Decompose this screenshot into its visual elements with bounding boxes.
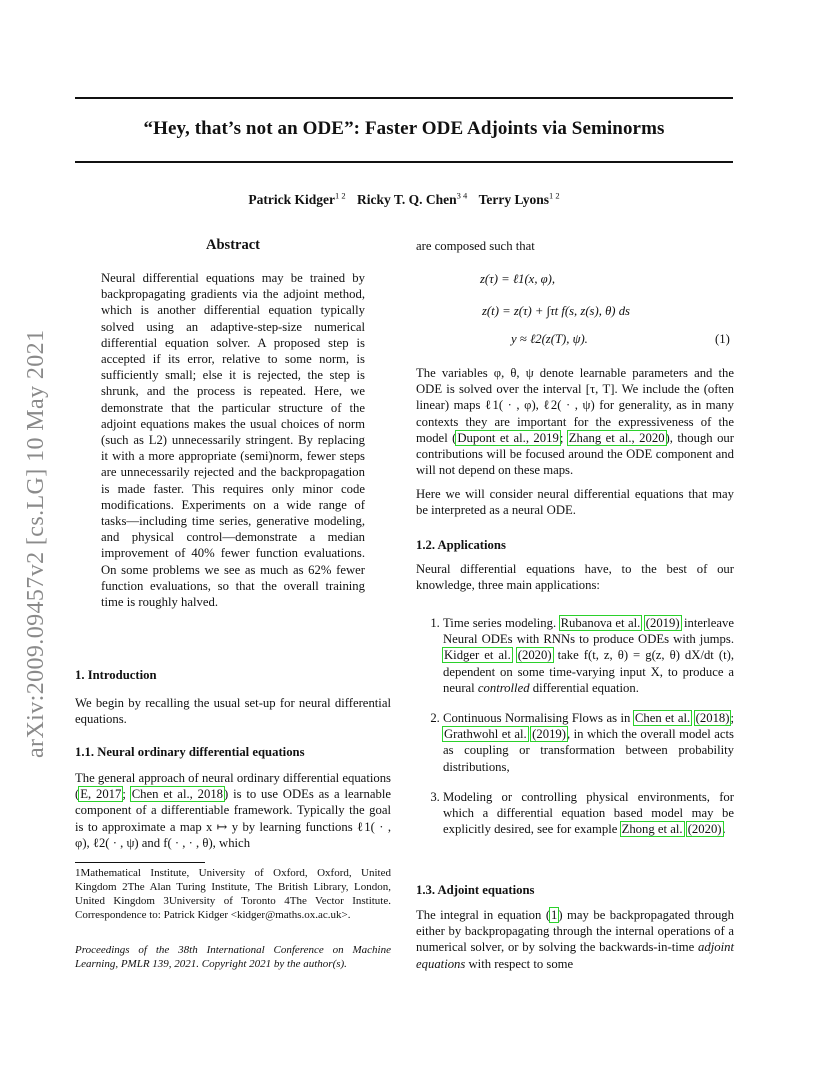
applications-intro: Neural differential equations have, to the best of our knowledge, three main applications: (416, 562, 734, 593)
citation-link[interactable]: Zhong et al. (621, 822, 683, 837)
citation-link[interactable]: Zhang et al., 2020 (568, 430, 665, 445)
variables-paragraph: The variables φ, θ, ψ denote learnable parameters and the ODE is solved over the interval [τ, T]. We include the (often linear) maps ℓ1( · , φ), ℓ2( · , ψ) for generality, as in many contexts they are important for the expressiveness of the model (Dupont et al., 2019; Zhang et al., 2020), though our contributions will be focused around the ODE component and will not depend on these maps. (416, 366, 734, 478)
paper-title: “Hey, that’s not an ODE”: Faster ODE Adjoints via Seminorms (143, 118, 665, 139)
author: Terry Lyons$^{1 2}$ (478, 190, 560, 207)
section-introduction: 1. Introduction (75, 668, 157, 682)
abstract-heading: Abstract (206, 237, 260, 253)
citation-link[interactable]: Dupont et al., 2019 (457, 430, 559, 445)
footnote-rule (75, 862, 205, 863)
right-intro-text: are composed such that (416, 239, 535, 253)
equation-reference-link[interactable]: 1 (551, 908, 558, 922)
neural-ode-interpretation: Here we will consider neural differential equations that may be interpreted as a neural ODE. (416, 487, 734, 518)
list-item: 3. Modeling or controlling physical environments, for which a differential equation based model may be explicitly desired, see for example Zhong et al. (2020). (443, 789, 734, 838)
citation-link[interactable]: (2018) (695, 711, 730, 726)
citation-link[interactable]: Kidger et al. (444, 648, 511, 663)
equation-line: z(τ) = ℓ1(x, φ), (480, 272, 556, 286)
affiliation-footnote: 1Mathematical Institute, University of Oxford, Oxford, United Kingdom 2The Alan Turing Institute, The British Library, London, United Kingdom 3University of Toronto 4The Vector Institute. Correspondence to: Patrick Kidger <kidger@maths.ox.ac.uk>. (75, 867, 391, 921)
citation-link[interactable]: Rubanova et al. (560, 616, 641, 630)
author: Ricky T. Q. Chen$^{3 4}$ (356, 190, 468, 207)
list-item: 1. Time series modeling. Rubanova et al. (2019) interleave Neural ODEs with RNNs to produce ODEs with jumps. Kidger et al. (2020) take f(t, z, θ) = g(z, θ) dX/dt (t), dependent on some time-varying input X, to produce a neural controlled differential equation. (443, 615, 734, 696)
proceedings-note: Proceedings of the 38th International Conference on Machine Learning, PMLR 139, 2021. Copyright 2021 by the author(s). (75, 944, 391, 970)
neural-ode-paragraph: The general approach of neural ordinary differential equations (E, 2017; Chen et al., 2018) is to use ODEs as a learnable component of a differentiable framework. Typically the goal is to approximate a map x ↦ y by learning functions ℓ1( · , φ), ℓ2( · , ψ) and f( · , · , θ), which (75, 771, 391, 850)
adjoint-paragraph: The integral in equation (1) may be backpropagated through either by backpropagating through the internal operations of a numerical solver, or by solving the backwards-in-time adjoint equations with respect to some (416, 908, 734, 971)
citation-link[interactable]: Chen et al. (634, 711, 691, 726)
author-list (75, 190, 733, 208)
equation-line: y ≈ ℓ2(z(T), ψ). (511, 332, 588, 346)
intro-text: We begin by recalling the usual set-up for neural differential equations. (75, 696, 391, 727)
applications-list (416, 615, 734, 851)
list-item: 2. Continuous Normalising Flows as in Chen et al. (2018); Grathwohl et al. (2019), in which the overall model acts as coupling or transformation between probability distributions, (443, 710, 734, 775)
author: Patrick Kidger$^{1 2}$ (248, 190, 346, 207)
subsection-1-3: 1.3. Adjoint equations (416, 883, 535, 897)
citation-link[interactable]: (2019) (532, 727, 566, 742)
equation-number: (1) (715, 332, 730, 346)
citation-link[interactable]: (2020) (687, 822, 722, 837)
title-bottom-rule (75, 161, 733, 163)
citation-link[interactable]: (2020) (517, 648, 552, 663)
citation-link[interactable]: (2019) (645, 616, 680, 630)
abstract-text: Neural differential equations may be trained by backpropagating gradients via the adjoint method, which is another differential equation typically solved using an adaptive-step-size numerical differential equation solver. A proposed step is accepted if its error, relative to some norm, is sufficiently small; else it is rejected, the step is shrunk, and the process is repeated. Here, we demonstrate that the particular structure of the adjoint equations makes the usual choices of norm (such as L2) unnecessarily stringent. By replacing it with a more appropriate (semi)norm, fewer steps are unnecessarily rejected and the backpropagation is made faster. This requires only minor code modifications. Experiments on a wide range of tasks—including time series, generative modeling, and physical control—demonstrate a median improvement of 40% fewer function evaluations. On some problems we see as much as 62% fewer function evaluations, so that the overall training time is roughly halved. (101, 271, 365, 610)
subsection-1-1: 1.1. Neural ordinary differential equations (75, 745, 305, 759)
title-top-rule (75, 97, 733, 99)
citation-link[interactable]: Grathwohl et al. (444, 727, 527, 742)
citation-link[interactable]: E, 2017 (80, 787, 122, 802)
arxiv-stamp: arXiv:2009.09457v2 [cs.LG] 10 May 2021 (23, 329, 49, 758)
subsection-1-2: 1.2. Applications (416, 538, 506, 552)
citation-link[interactable]: Chen et al., 2018 (131, 787, 224, 802)
equation-line: z(t) = z(τ) + ∫τt f(s, z(s), θ) ds (482, 304, 630, 318)
